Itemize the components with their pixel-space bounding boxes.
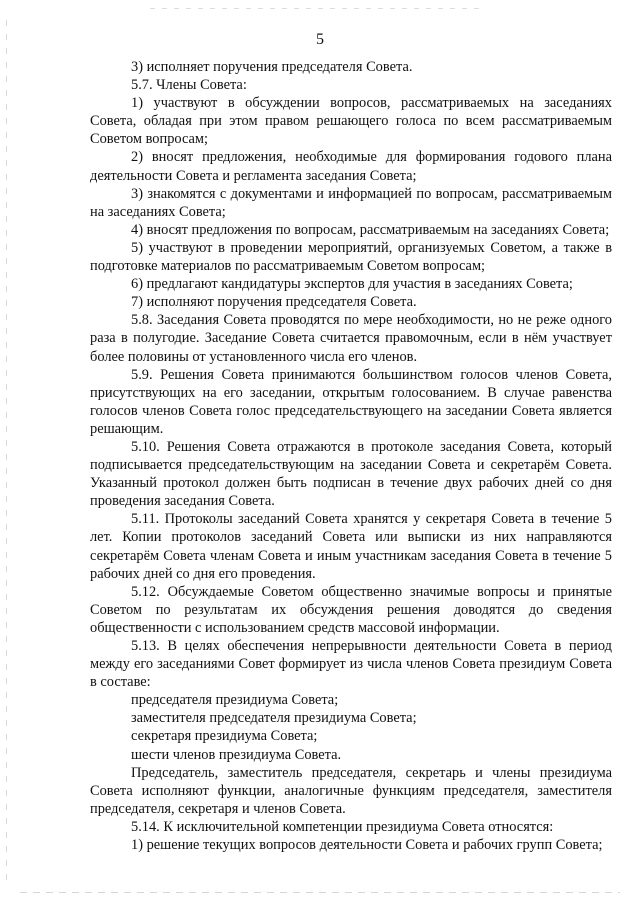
paragraph-member-duty-6: 6) предлагают кандидатуры экспертов для участия в заседаниях Совета; (131, 276, 573, 293)
section-5-10: 5.10. Решения Совета отражаются в протоколе заседания Совета, который подписывается председательствующим на заседании Совета и секретарём Совета. Указанный протокол должен быть подписан в течение двух рабочих дней со дня проведения заседания Совета. (90, 438, 612, 510)
scan-edge-left (6, 20, 7, 880)
section-5-8: 5.8. Заседания Совета проводятся по мере необходимости, но не реже одного раза в полугодие. Заседание Совета считается правомочным, если в нём участвует более половины от установленного числа его членов. (90, 312, 612, 365)
section-heading-5-7: 5.7. Члены Совета: (131, 77, 247, 94)
presidium-member-secretary: секретаря президиума Совета; (131, 728, 318, 745)
section-5-13: 5.13. В целях обеспечения непрерывности деятельности Совета в период между его заседаниями Совет формирует из числа членов Совета президиум Совета в составе: (90, 638, 612, 691)
paragraph-member-duty-3: 3) знакомятся с документами и информацией по вопросам, рассматриваемым на заседаниях Совета; (90, 185, 612, 220)
paragraph-member-duty-4: 4) вносят предложения по вопросам, рассматриваемым на заседаниях Совета; (131, 221, 610, 238)
presidium-member-six: шести членов президиума Совета. (131, 746, 342, 763)
paragraph-presidium-competence-1: 1) решение текущих вопросов деятельности Совета и рабочих групп Совета; (131, 837, 603, 854)
paragraph-presidium-functions: Председатель, заместитель председателя, секретарь и члены президиума Совета исполняют функции, аналогичные функциям председателя, заместителя председателя, секретаря и членов Совета. (90, 764, 612, 817)
scan-edge-top (150, 8, 480, 9)
section-5-12: 5.12. Обсуждаемые Советом общественно значимые вопросы и принятые Советом по результатам их обсуждения решения доводятся до сведения общественности с использованием средств массовой информации. (90, 583, 612, 636)
presidium-member-deputy: заместителя председателя президиума Совета; (131, 710, 417, 727)
paragraph-item-3: 3) исполняет поручения председателя Совета. (131, 59, 413, 75)
paragraph-member-duty-2: 2) вносят предложения, необходимые для формирования годового плана деятельности Совета и регламента заседания Совета; (90, 149, 612, 184)
presidium-member-chair: председателя президиума Совета; (131, 692, 339, 709)
paragraph-member-duty-5: 5) участвуют в проведении мероприятий, организуемых Советом, а также в подготовке материалов по рассматриваемым Советом вопросам; (90, 239, 612, 275)
page-number: 5 (316, 31, 324, 48)
document-body (90, 58, 612, 854)
section-5-14: 5.14. К исключительной компетенции президиума Совета относятся: (131, 818, 554, 835)
paragraph-member-duty-1: 1) участвуют в обсуждении вопросов, рассматриваемых на заседаниях Совета, обладая при этом правом решающего голоса по всем рассматриваемым Советом вопросам; (90, 95, 612, 148)
section-5-9: 5.9. Решения Совета принимаются большинством голосов членов Совета, присутствующих на его заседании, открытым голосованием. В случае равенства голосов членов Совета голос председательствующего на заседании Совета является решающим. (90, 366, 612, 437)
section-5-11: 5.11. Протоколы заседаний Совета хранятся у секретаря Совета в течение 5 лет. Копии протоколов заседаний Совета или выписки из них направляются секретарём Совета членам Совета и иным участникам заседания Совета в течение 5 рабочих дней со дня его проведения. (90, 511, 612, 582)
scan-edge-bottom (20, 892, 620, 893)
paragraph-member-duty-7: 7) исполняют поручения председателя Совета. (131, 294, 417, 311)
